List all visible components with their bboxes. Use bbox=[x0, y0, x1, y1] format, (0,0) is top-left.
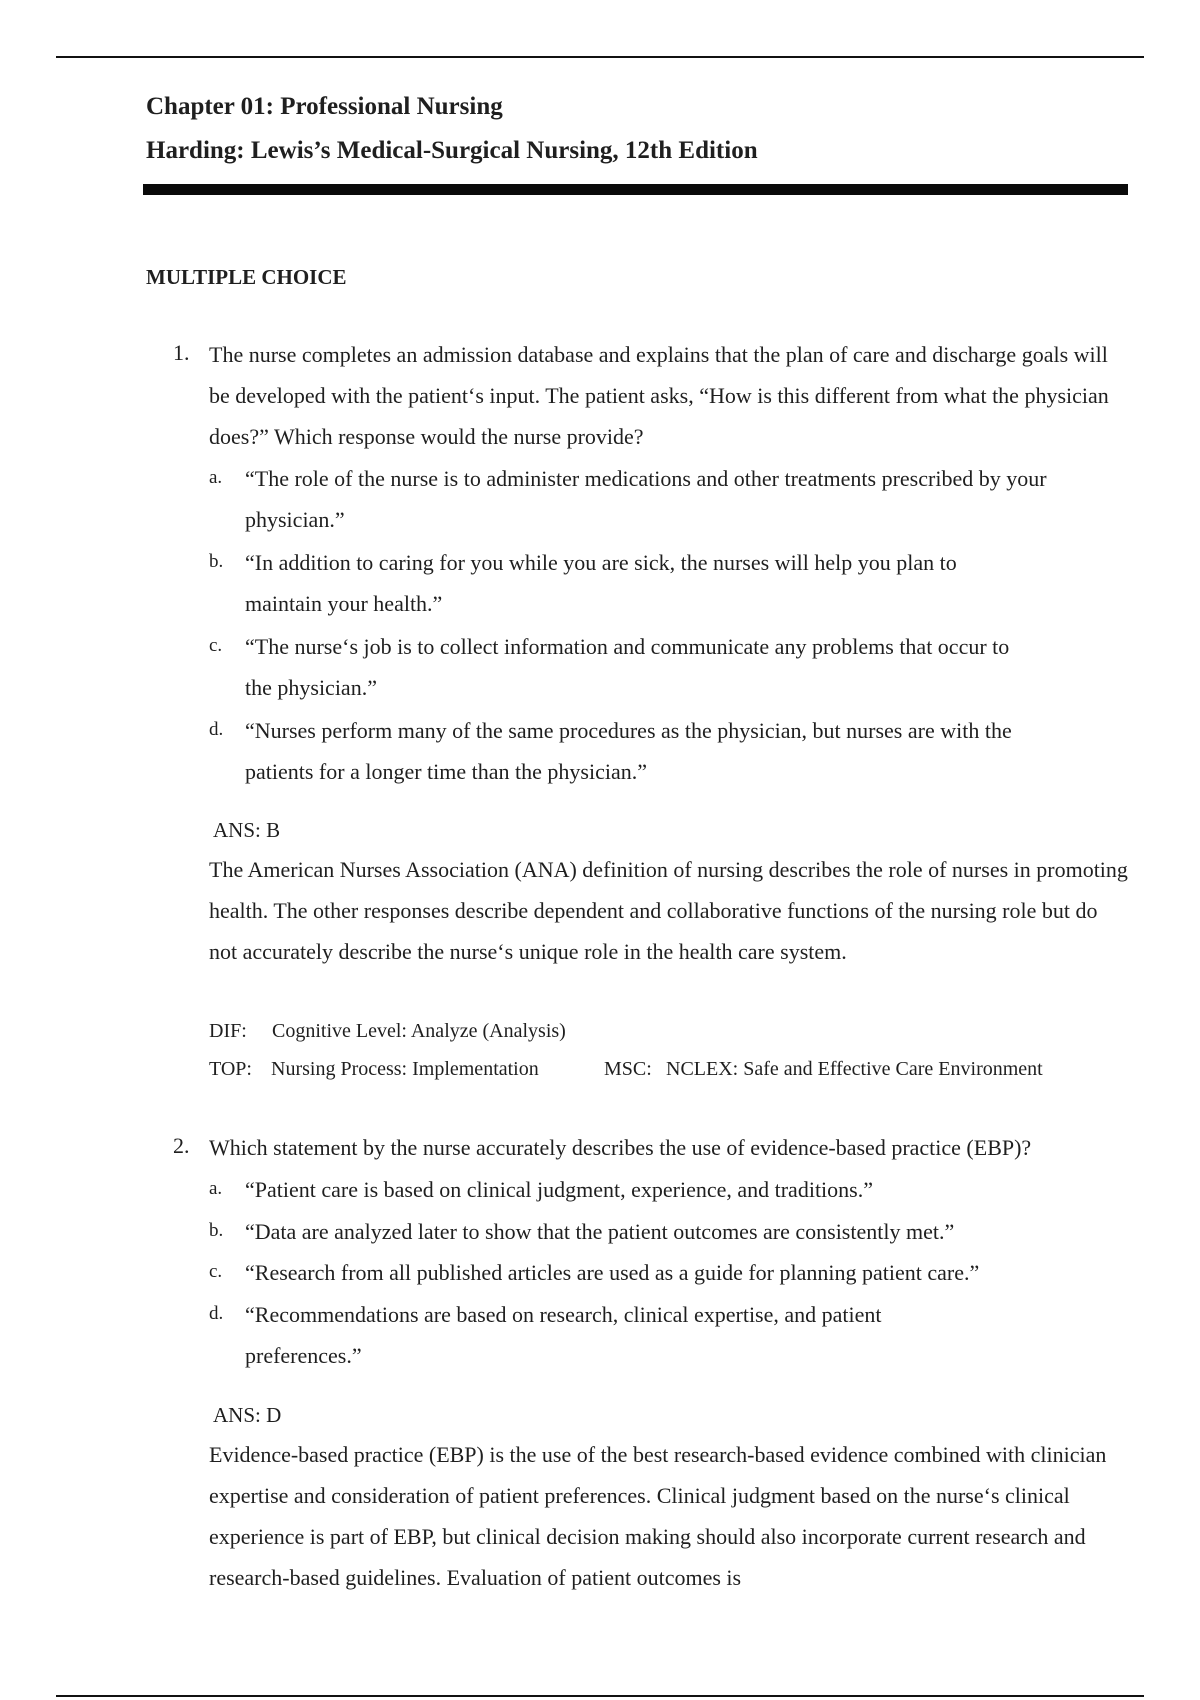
chapter-title: Chapter 01: Professional Nursing bbox=[146, 93, 503, 120]
option-text: “The nurse‘s job is to collect information and communicate any problems that occur to the physician.” bbox=[245, 634, 1010, 700]
header-divider bbox=[143, 184, 1128, 195]
dif-label: DIF: bbox=[209, 1020, 247, 1042]
top-rule bbox=[56, 56, 1144, 58]
answer-label: ANS: B bbox=[213, 818, 281, 842]
option-letter: b. bbox=[209, 1220, 224, 1241]
msc-value: NCLEX: Safe and Effective Care Environment bbox=[666, 1058, 1043, 1080]
top-label: TOP: bbox=[209, 1058, 252, 1080]
option-letter: c. bbox=[209, 1261, 223, 1282]
section-heading: MULTIPLE CHOICE bbox=[146, 265, 347, 289]
question-stem: Which statement by the nurse accurately describes the use of evidence-based practice (EBP)? bbox=[209, 1135, 1032, 1160]
option-letter: a. bbox=[209, 467, 223, 488]
option-text: “Research from all published articles are used as a guide for planning patient care.” bbox=[245, 1260, 980, 1285]
option-text: “In addition to caring for you while you are sick, the nurses will help you plan to maintain your health.” bbox=[245, 550, 957, 616]
option-text: “Patient care is based on clinical judgment, experience, and traditions.” bbox=[245, 1177, 873, 1202]
option-letter: b. bbox=[209, 551, 224, 572]
option-text: “The role of the nurse is to administer medications and other treatments prescribed by your physician.” bbox=[245, 466, 1047, 532]
top-value: Nursing Process: Implementation bbox=[271, 1058, 539, 1080]
rationale: Evidence-based practice (EBP) is the use of the best research-based evidence combined with clinician expertise and consideration of patient preferences. Clinical judgment based on the nurse‘s clinical experience is part of EBP, but clinical decision making should also incorporate current research and research-based guidelines. Evaluation of patient outcomes is bbox=[209, 1442, 1107, 1590]
question-number: 1. bbox=[173, 340, 190, 365]
msc-label: MSC: bbox=[604, 1058, 652, 1080]
question-stem: The nurse completes an admission database and explains that the plan of care and discharge goals will be developed with the patient‘s input. The patient asks, “How is this different from what the physician does?” Which response would the nurse provide? bbox=[209, 342, 1109, 449]
option-letter: c. bbox=[209, 635, 223, 656]
answer-label: ANS: D bbox=[213, 1403, 282, 1427]
book-title: Harding: Lewis’s Medical-Surgical Nursing, 12th Edition bbox=[146, 137, 758, 164]
question-number: 2. bbox=[173, 1133, 190, 1158]
option-letter: d. bbox=[209, 1303, 224, 1324]
rationale: The American Nurses Association (ANA) definition of nursing describes the role of nurses in promoting health. The other responses describe dependent and collaborative functions of the nursing role but do not accurately describe the nurse‘s unique role in the health care system. bbox=[209, 857, 1128, 964]
dif-value: Cognitive Level: Analyze (Analysis) bbox=[272, 1020, 566, 1042]
option-text: “Data are analyzed later to show that the patient outcomes are consistently met.” bbox=[245, 1219, 955, 1244]
bottom-rule bbox=[56, 1695, 1144, 1697]
option-letter: d. bbox=[209, 719, 224, 740]
option-text: “Recommendations are based on research, clinical expertise, and patient preferences.” bbox=[245, 1302, 882, 1368]
option-letter: a. bbox=[209, 1178, 223, 1199]
option-text: “Nurses perform many of the same procedures as the physician, but nurses are with the patients for a longer time than the physician.” bbox=[245, 718, 1012, 784]
